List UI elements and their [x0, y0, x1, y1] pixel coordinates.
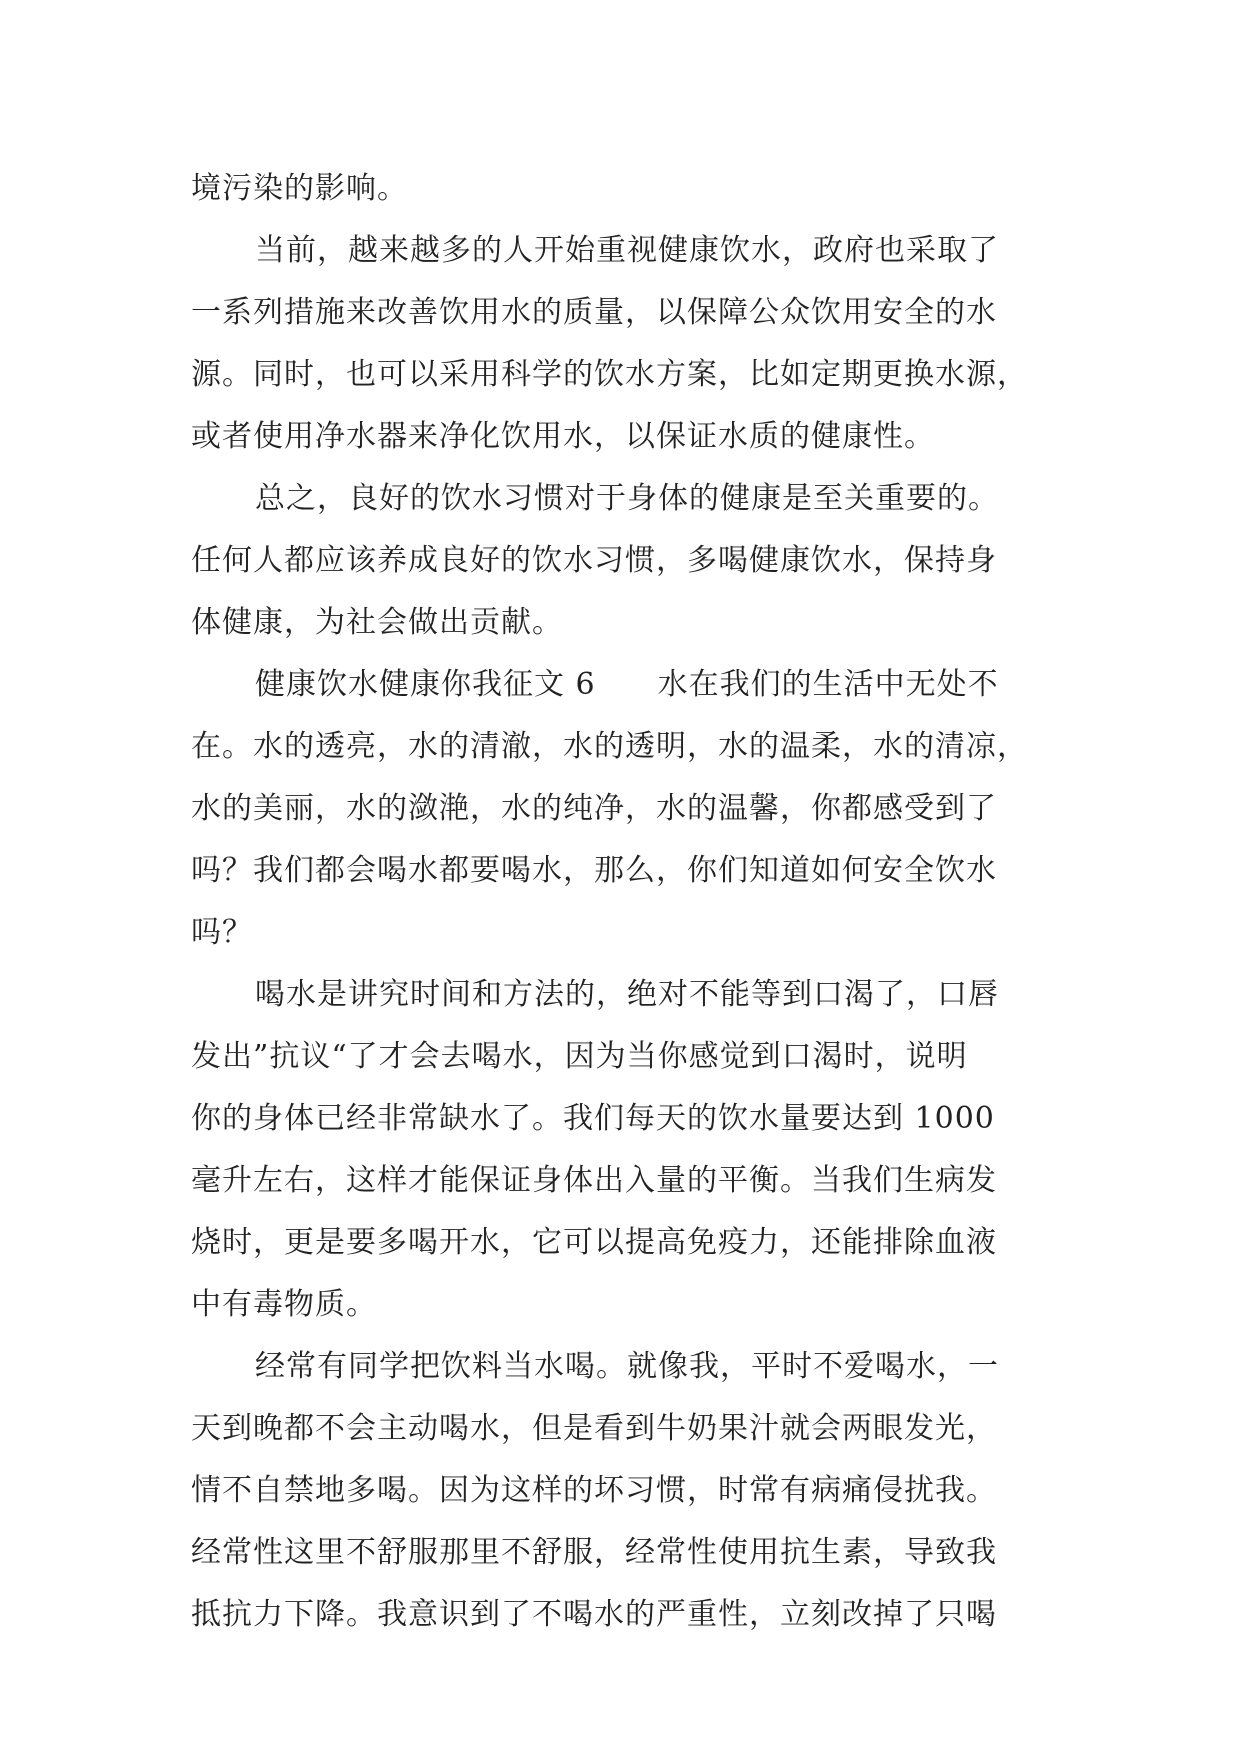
text-line: 发出”抗议“了才会去喝水，因为当你感觉到口渴时，说明: [191, 1039, 968, 1074]
text-line: 任何人都应该养成良好的饮水习惯，多喝健康饮水，保持身: [191, 543, 997, 578]
text-line: 当前，越来越多的人开始重视健康饮水，政府也采取了: [255, 233, 999, 268]
text-line: 天到晚都不会主动喝水，但是看到牛奶果汁就会两眼发光，: [191, 1411, 997, 1446]
text-line: 或者使用净水器来净化饮用水，以保证水质的健康性。: [191, 419, 935, 454]
text-line: 烧时，更是要多喝开水，它可以提高免疫力，还能排除血液: [191, 1225, 997, 1260]
text-line: 经常性这里不舒服那里不舒服，经常性使用抗生素，导致我: [191, 1535, 997, 1570]
text-line: 在。水的透亮，水的清澈，水的透明，水的温柔，水的清凉，: [191, 729, 1028, 764]
text-line: 体健康，为社会做出贡献。: [191, 605, 563, 640]
text-line: 一系列措施来改善饮用水的质量，以保障公众饮用安全的水: [191, 295, 997, 330]
text-line: 吗？: [191, 915, 253, 950]
text-line: 你的身体已经非常缺水了。我们每天的饮水量要达到 1000: [191, 1101, 995, 1136]
text-line: 喝水是讲究时间和方法的，绝对不能等到口渴了，口唇: [255, 977, 999, 1012]
text-line: 毫升左右，这样才能保证身体出入量的平衡。当我们生病发: [191, 1163, 997, 1198]
text-line: 境污染的影响。: [191, 171, 408, 206]
text-line: 水的美丽，水的潋滟，水的纯净，水的温馨，你都感受到了: [191, 791, 997, 826]
text-line: 总之，良好的饮水习惯对于身体的健康是至关重要的。: [255, 481, 999, 516]
text-line: 健康饮水健康你我征文 6 水在我们的生活中无处不: [255, 667, 999, 702]
text-line: 吗？我们都会喝水都要喝水，那么，你们知道如何安全饮水: [191, 853, 997, 888]
text-line: 中有毒物质。: [191, 1287, 377, 1322]
body-text: [191, 158, 1061, 1646]
text-line: 情不自禁地多喝。因为这样的坏习惯，时常有病痛侵扰我。: [191, 1473, 997, 1508]
text-line: 经常有同学把饮料当水喝。就像我，平时不爱喝水，一: [255, 1349, 999, 1384]
text-line: 源。同时，也可以采用科学的饮水方案，比如定期更换水源，: [191, 357, 1028, 392]
text-line: 抵抗力下降。我意识到了不喝水的严重性，立刻改掉了只喝: [191, 1597, 997, 1632]
